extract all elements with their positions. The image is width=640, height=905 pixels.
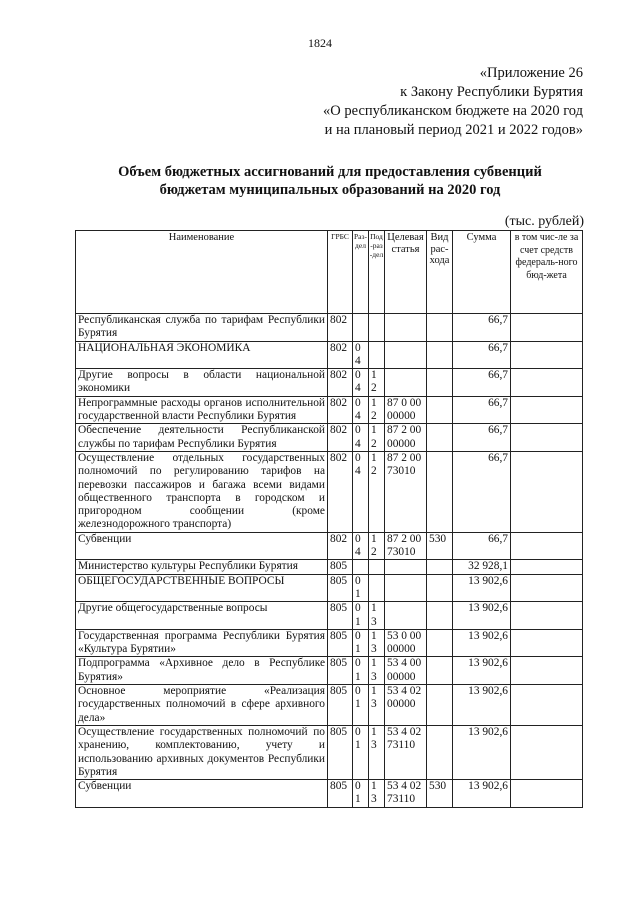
header-expense-type: Вид рас-хода <box>427 231 453 314</box>
table-row <box>76 629 583 657</box>
cell-name: Другие вопросы в области национальной экономики <box>76 369 328 397</box>
cell-name: НАЦИОНАЛЬНАЯ ЭКОНОМИКА <box>76 341 328 369</box>
cell-federal <box>511 780 583 808</box>
cell-federal <box>511 396 583 424</box>
units-label: (тыс. рублей) <box>504 214 584 229</box>
cell-federal <box>511 369 583 397</box>
cell-expense-type: 530 <box>427 780 453 808</box>
cell-grbs: 802 <box>328 314 353 342</box>
cell-expense-type <box>427 369 453 397</box>
cell-section: 04 <box>353 532 369 560</box>
appendix-header <box>323 64 583 140</box>
cell-amount: 66,7 <box>453 341 511 369</box>
header-target: Целевая статья <box>385 231 427 314</box>
cell-federal <box>511 341 583 369</box>
table-row <box>76 532 583 560</box>
cell-expense-type: 530 <box>427 532 453 560</box>
title-line: Объем бюджетных ассигнований для предоставления субвенций <box>118 164 542 180</box>
cell-expense-type <box>427 629 453 657</box>
cell-amount: 32 928,1 <box>453 560 511 574</box>
header-amount: Сумма <box>453 231 511 314</box>
cell-name: Осуществление отдельных государственных полномочий по регулированию тарифов на перевозки пассажиров и багажа всеми видами общественного транспорта в городском и пригородном сообщении (кроме железнодорожного транспорта) <box>76 451 328 532</box>
cell-expense-type <box>427 685 453 726</box>
cell-name: Другие общегосударственные вопросы <box>76 602 328 630</box>
cell-name: Республиканская служба по тарифам Республики Бурятия <box>76 314 328 342</box>
cell-amount: 13 902,6 <box>453 725 511 779</box>
cell-subsection <box>369 574 385 602</box>
table-row <box>76 560 583 574</box>
cell-expense-type <box>427 602 453 630</box>
cell-target-article: 53 4 00 00000 <box>385 657 427 685</box>
cell-target-article <box>385 369 427 397</box>
cell-name: Основное мероприятие «Реализация государственных полномочий в сфере архивного дела» <box>76 685 328 726</box>
cell-target-article: 53 0 00 00000 <box>385 629 427 657</box>
cell-federal <box>511 314 583 342</box>
cell-section: 01 <box>353 780 369 808</box>
cell-section: 04 <box>353 424 369 452</box>
cell-subsection: 13 <box>369 657 385 685</box>
cell-subsection: 12 <box>369 451 385 532</box>
cell-grbs: 802 <box>328 369 353 397</box>
cell-grbs: 802 <box>328 396 353 424</box>
header-section: Раз-дел <box>353 231 369 314</box>
table-row <box>76 369 583 397</box>
cell-amount: 66,7 <box>453 424 511 452</box>
cell-grbs: 805 <box>328 574 353 602</box>
cell-federal <box>511 657 583 685</box>
cell-federal <box>511 685 583 726</box>
cell-section: 01 <box>353 602 369 630</box>
cell-section: 04 <box>353 396 369 424</box>
cell-subsection <box>369 341 385 369</box>
cell-name: Непрограммные расходы органов исполнительной государственной власти Республики Бурятия <box>76 396 328 424</box>
header-grbs: ГРБС <box>328 231 353 314</box>
cell-section: 04 <box>353 451 369 532</box>
cell-expense-type <box>427 574 453 602</box>
cell-amount: 13 902,6 <box>453 602 511 630</box>
cell-federal <box>511 560 583 574</box>
cell-amount: 66,7 <box>453 369 511 397</box>
cell-subsection <box>369 560 385 574</box>
cell-section: 04 <box>353 369 369 397</box>
document-title <box>60 163 600 199</box>
table-header-row <box>76 231 583 314</box>
cell-section: 01 <box>353 574 369 602</box>
cell-section <box>353 560 369 574</box>
header-name: Наименование <box>76 231 328 314</box>
cell-grbs: 805 <box>328 685 353 726</box>
cell-expense-type <box>427 560 453 574</box>
cell-section: 01 <box>353 725 369 779</box>
cell-amount: 13 902,6 <box>453 685 511 726</box>
cell-federal <box>511 532 583 560</box>
cell-target-article: 87 2 00 73010 <box>385 451 427 532</box>
cell-section: 01 <box>353 629 369 657</box>
cell-target-article: 87 2 00 73010 <box>385 532 427 560</box>
page-number: 1824 <box>308 36 332 50</box>
cell-name: Осуществление государственных полномочий по хранению, комплектованию, учету и использованию архивных документов Республики Бурятия <box>76 725 328 779</box>
cell-name: Субвенции <box>76 780 328 808</box>
cell-subsection: 13 <box>369 602 385 630</box>
table-row <box>76 685 583 726</box>
cell-amount: 66,7 <box>453 532 511 560</box>
cell-amount: 66,7 <box>453 314 511 342</box>
cell-target-article: 53 4 02 73110 <box>385 780 427 808</box>
table-row <box>76 451 583 532</box>
cell-subsection: 13 <box>369 780 385 808</box>
cell-expense-type <box>427 341 453 369</box>
cell-federal <box>511 424 583 452</box>
cell-subsection <box>369 314 385 342</box>
cell-amount: 13 902,6 <box>453 629 511 657</box>
cell-subsection: 12 <box>369 532 385 560</box>
cell-grbs: 805 <box>328 602 353 630</box>
cell-section: 01 <box>353 657 369 685</box>
table-row <box>76 424 583 452</box>
cell-grbs: 805 <box>328 629 353 657</box>
cell-amount: 13 902,6 <box>453 574 511 602</box>
cell-section: 04 <box>353 341 369 369</box>
cell-grbs: 802 <box>328 341 353 369</box>
cell-grbs: 802 <box>328 424 353 452</box>
cell-target-article: 53 4 02 73110 <box>385 725 427 779</box>
cell-subsection: 13 <box>369 629 385 657</box>
cell-grbs: 805 <box>328 725 353 779</box>
appendix-line: «О республиканском бюджете на 2020 год <box>323 103 583 119</box>
cell-expense-type <box>427 314 453 342</box>
cell-target-article: 87 2 00 00000 <box>385 424 427 452</box>
table-row <box>76 780 583 808</box>
title-line: бюджетам муниципальных образований на 2020 год <box>159 182 501 198</box>
cell-amount: 13 902,6 <box>453 780 511 808</box>
cell-name: Подпрограмма «Архивное дело в Республике Бурятия» <box>76 657 328 685</box>
table-row <box>76 574 583 602</box>
cell-federal <box>511 725 583 779</box>
appendix-line: и на плановый период 2021 и 2022 годов» <box>324 122 583 138</box>
cell-name: Обеспечение деятельности Республиканской службы по тарифам Республики Бурятия <box>76 424 328 452</box>
table-row <box>76 657 583 685</box>
cell-subsection: 12 <box>369 369 385 397</box>
table-body <box>76 314 583 808</box>
cell-expense-type <box>427 725 453 779</box>
cell-target-article <box>385 602 427 630</box>
cell-grbs: 802 <box>328 532 353 560</box>
header-subsection: Под-раз-дел <box>369 231 385 314</box>
cell-amount: 66,7 <box>453 451 511 532</box>
cell-expense-type <box>427 396 453 424</box>
cell-section <box>353 314 369 342</box>
cell-name: Субвенции <box>76 532 328 560</box>
cell-grbs: 805 <box>328 657 353 685</box>
table-row <box>76 396 583 424</box>
header-federal: в том чис-ле за счет средств федераль-ного бюд-жета <box>511 231 583 314</box>
cell-grbs: 802 <box>328 451 353 532</box>
appendix-line: «Приложение 26 <box>479 65 583 81</box>
cell-federal <box>511 451 583 532</box>
cell-amount: 13 902,6 <box>453 657 511 685</box>
table-row <box>76 314 583 342</box>
cell-grbs: 805 <box>328 560 353 574</box>
cell-target-article <box>385 560 427 574</box>
cell-subsection: 13 <box>369 725 385 779</box>
cell-grbs: 805 <box>328 780 353 808</box>
cell-federal <box>511 602 583 630</box>
cell-subsection: 12 <box>369 424 385 452</box>
cell-name: Министерство культуры Республики Бурятия <box>76 560 328 574</box>
cell-target-article <box>385 314 427 342</box>
cell-name: Государственная программа Республики Бурятия «Культура Бурятии» <box>76 629 328 657</box>
cell-expense-type <box>427 424 453 452</box>
cell-target-article: 53 4 02 00000 <box>385 685 427 726</box>
cell-target-article <box>385 341 427 369</box>
cell-expense-type <box>427 657 453 685</box>
cell-subsection: 13 <box>369 685 385 726</box>
cell-federal <box>511 629 583 657</box>
cell-target-article <box>385 574 427 602</box>
cell-target-article: 87 0 00 00000 <box>385 396 427 424</box>
budget-table <box>75 230 583 808</box>
cell-subsection: 12 <box>369 396 385 424</box>
cell-name: ОБЩЕГОСУДАРСТВЕННЫЕ ВОПРОСЫ <box>76 574 328 602</box>
table-row <box>76 725 583 779</box>
cell-section: 01 <box>353 685 369 726</box>
cell-expense-type <box>427 451 453 532</box>
cell-amount: 66,7 <box>453 396 511 424</box>
cell-federal <box>511 574 583 602</box>
table-row <box>76 341 583 369</box>
table-row <box>76 602 583 630</box>
appendix-line: к Закону Республики Бурятия <box>400 84 583 100</box>
